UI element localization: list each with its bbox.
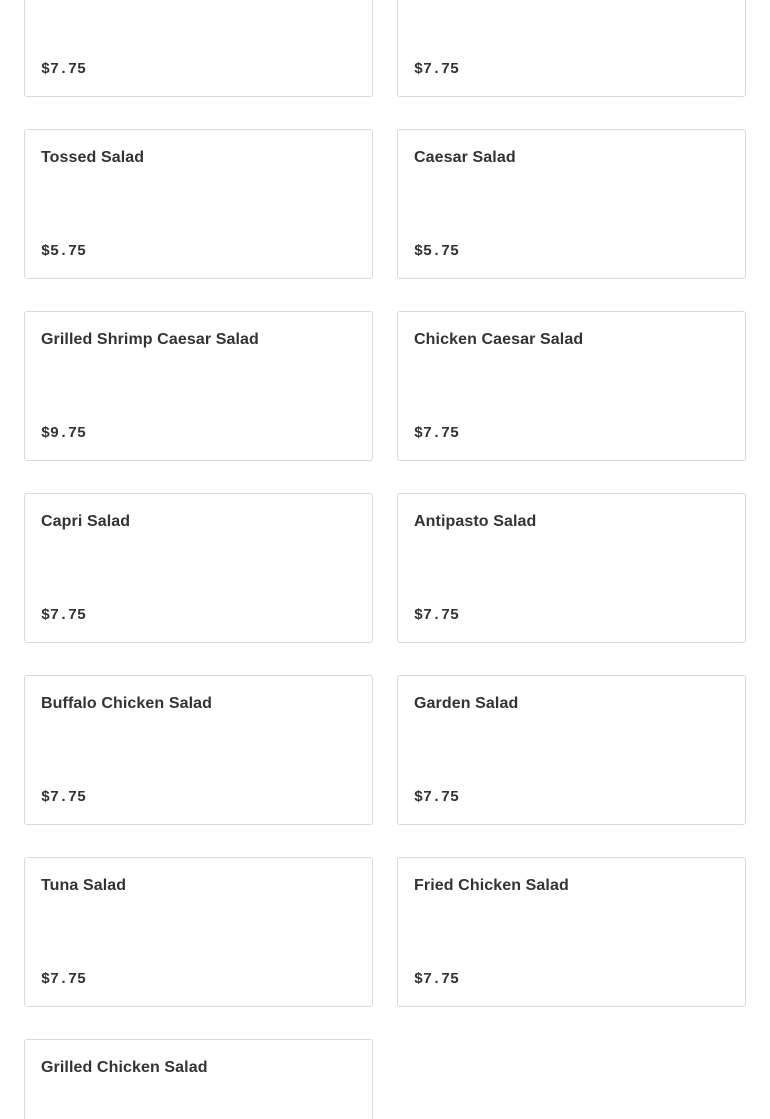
menu-item-price: $5.75 <box>414 243 460 260</box>
menu-item-card-tuna-salad[interactable] <box>24 857 373 1007</box>
menu-item-price: $7.75 <box>414 789 460 806</box>
menu-item-card-grilled-shrimp-caesar-salad[interactable] <box>24 311 373 461</box>
menu-item-name: Buffalo Chicken Salad <box>41 695 213 712</box>
menu-item-name: Antipasto Salad <box>414 513 537 530</box>
menu-item-name: Garden Salad <box>414 695 519 712</box>
menu-item-price: $7.75 <box>414 607 460 624</box>
menu-item-price: $7.75 <box>41 607 87 624</box>
menu-item-card-caesar-salad[interactable] <box>397 129 746 279</box>
menu-item-name: Grilled Shrimp Caesar Salad <box>41 331 259 348</box>
menu-item-name: Capri Salad <box>41 513 131 530</box>
menu-item-price: $5.75 <box>41 243 87 260</box>
menu-item-name: Tuna Salad <box>41 877 127 894</box>
menu-item-card-buffalo-chicken-salad[interactable] <box>24 675 373 825</box>
menu-item-price: $9.75 <box>41 425 87 442</box>
menu-item-card-fried-chicken-salad[interactable] <box>397 857 746 1007</box>
menu-item-price: $7.75 <box>414 425 460 442</box>
menu-item-card-antipasto-salad[interactable] <box>397 493 746 643</box>
menu-item-card-garden-salad[interactable] <box>397 675 746 825</box>
menu-item-price: $7.75 <box>41 971 87 988</box>
menu-item-card-grilled-chicken-salad[interactable] <box>24 1039 373 1119</box>
menu-item-name: Fried Chicken Salad <box>414 877 569 894</box>
menu-item-card[interactable] <box>397 0 746 97</box>
menu-item-card[interactable] <box>24 0 373 97</box>
menu-item-card-tossed-salad[interactable] <box>24 129 373 279</box>
menu-item-price: $7.75 <box>41 61 87 78</box>
menu-item-name: Caesar Salad <box>414 149 516 166</box>
menu-item-price: $7.75 <box>414 971 460 988</box>
menu-item-name: Tossed Salad <box>41 149 145 166</box>
menu-item-price: $7.75 <box>414 61 460 78</box>
menu-item-price: $7.75 <box>41 789 87 806</box>
menu-item-name: Grilled Chicken Salad <box>41 1059 208 1076</box>
menu-item-grid <box>24 0 746 1119</box>
menu-item-card-capri-salad[interactable] <box>24 493 373 643</box>
menu-item-card-chicken-caesar-salad[interactable] <box>397 311 746 461</box>
menu-item-name: Chicken Caesar Salad <box>414 331 584 348</box>
